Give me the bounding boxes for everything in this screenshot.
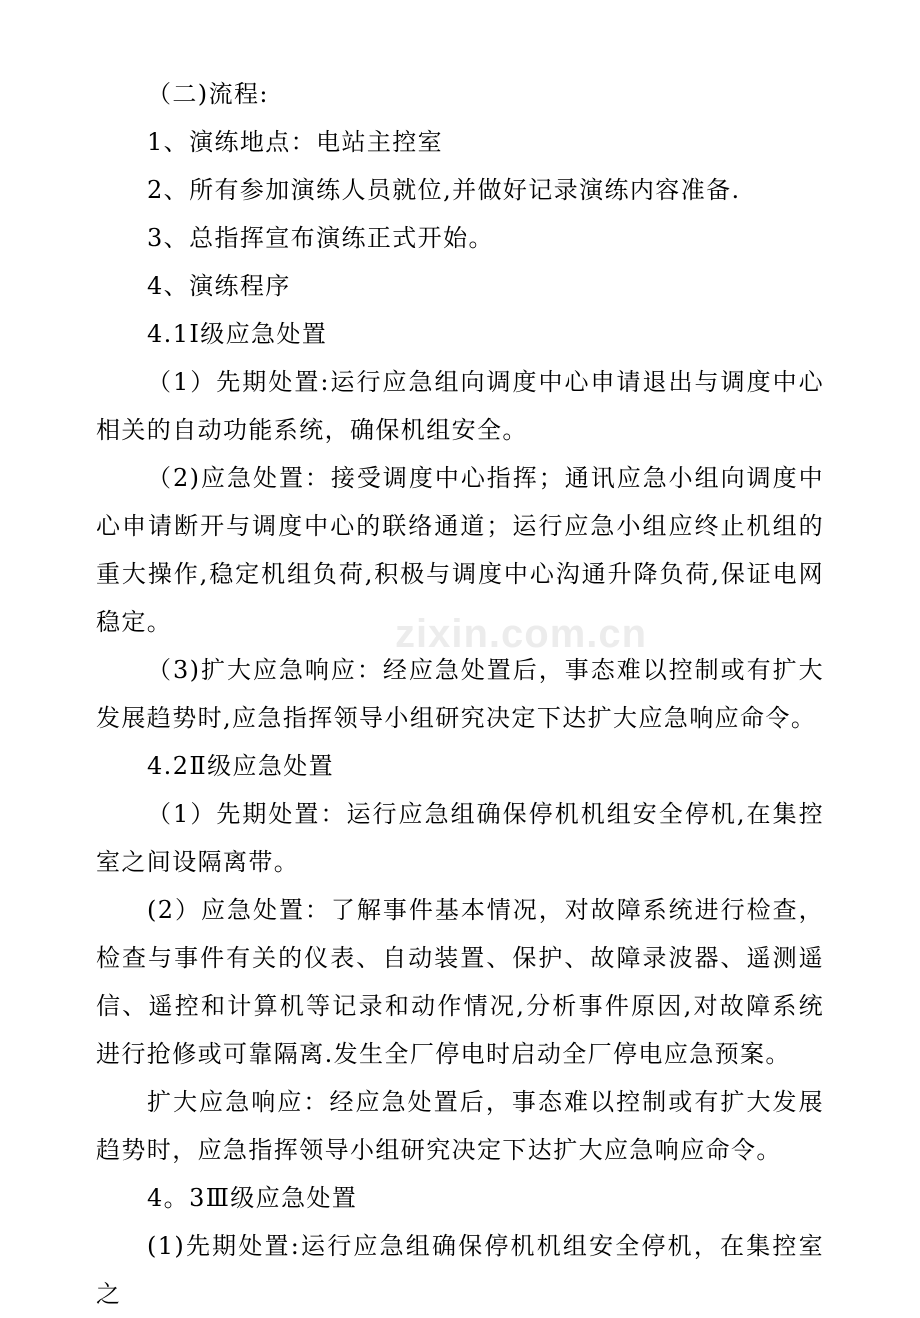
subheading-level-2: 4.2Ⅱ级应急处置: [147, 752, 335, 780]
subheading-level-1: 4.1Ⅰ级应急处置: [147, 320, 328, 348]
paragraph-item-2: 2、所有参加演练人员就位,并做好记录演练内容准备.: [147, 176, 741, 204]
paragraph-item-3: 3、总指挥宣布演练正式开始。: [147, 224, 494, 252]
document-body: [96, 70, 824, 1318]
subheading-level-3: 4。3Ⅲ级应急处置: [147, 1184, 358, 1212]
paragraph-level-1-escalation: （3)扩大应急响应：经应急处置后，事态难以控制或有扩大发展趋势时,应急指挥领导小组研究决定下达扩大应急响应命令。: [96, 656, 824, 732]
paragraph-level-2-escalation: 扩大应急响应：经应急处置后，事态难以控制或有扩大发展趋势时，应急指挥领导小组研究决定下达扩大应急响应命令。: [96, 1088, 824, 1164]
paragraph-level-2-initial: （1）先期处置：运行应急组确保停机机组安全停机,在集控室之间设隔离带。: [96, 800, 824, 876]
section-heading-process: （二)流程:: [147, 80, 269, 108]
paragraph-level-1-response: （2)应急处置：接受调度中心指挥；通讯应急小组向调度中心申请断开与调度中心的联络通道；运行应急小组应终止机组的重大操作,稳定机组负荷,积极与调度中心沟通升降负荷,保证电网稳定。: [96, 464, 824, 636]
paragraph-level-1-initial: （1）先期处置:运行应急组向调度中心申请退出与调度中心相关的自动功能系统，确保机组安全。: [96, 368, 824, 444]
paragraph-item-4: 4、演练程序: [147, 272, 291, 300]
paragraph-level-2-response: (2）应急处置：了解事件基本情况，对故障系统进行检查，检查与事件有关的仪表、自动装置、保护、故障录波器、遥测遥信、遥控和计算机等记录和动作情况,分析事件原因,对故障系统进行抢修或可靠隔离.发生全厂停电时启动全厂停电应急预案。: [96, 896, 824, 1068]
watermark: zixin.com.cn: [395, 612, 648, 656]
paragraph-item-1: 1、演练地点：电站主控室: [147, 128, 444, 156]
paragraph-level-3-initial: (1)先期处置:运行应急组确保停机机组安全停机，在集控室之: [96, 1232, 824, 1308]
